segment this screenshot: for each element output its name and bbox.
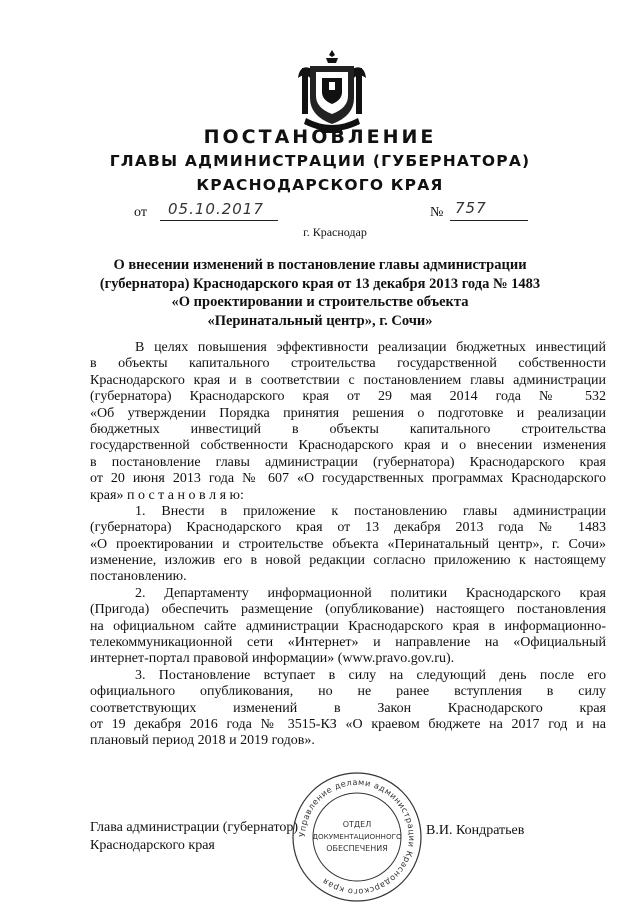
body-line: «О проектировании и строительстве объекта «Перинатальный центр», г. Сочи» (90, 536, 606, 552)
body-line: в постановление главы администрации (губернатора) Краснодарского края (90, 454, 606, 470)
title-line: «Перинатальный центр», г. Сочи» (207, 313, 433, 330)
body-line: 1. Внести в приложение к постановлению главы администрации (135, 503, 606, 519)
body-line: бюджетных инвестиций в объекты капитального строительства (90, 421, 606, 437)
number-underline (450, 220, 528, 221)
body-line: соответствующих изменений в Закон Краснодарского края (90, 700, 606, 716)
body-line: государственной собственности Краснодарского края и о внесении изменения (90, 438, 606, 454)
body-line: «Об утверждении Порядка принятия решения о подготовке и реализации (90, 405, 606, 421)
document-body (90, 340, 606, 750)
body-line: интернет-портал правовой информации» (www.pravo.gov.ru). (90, 651, 455, 667)
issuer-heading-line2: КРАСНОДАРСКОГО КРАЯ (196, 176, 444, 194)
body-line: на официальном сайте администрации Краснодарского края в информационно- (90, 618, 606, 634)
body-line: в объекты капитального строительства государственной собственности (90, 356, 606, 372)
document-date: 05.10.2017 (168, 200, 264, 218)
body-line: изменение, изложив его в новой редакции согласно приложению к настоящему (90, 553, 606, 569)
body-line: от 19 декабря 2016 года № 3515-КЗ «О краевом бюджете на 2017 год и на (90, 716, 606, 732)
body-line: (Пригода) обеспечить размещение (опубликование) настоящего постановления (90, 602, 606, 618)
signatory-name: В.И. Кондратьев (426, 823, 525, 838)
office-stamp (287, 770, 427, 905)
signatory-position-line: Глава администрации (губернатор) (90, 820, 299, 835)
signatory-position-line: Краснодарского края (90, 838, 215, 853)
date-underline (160, 220, 278, 221)
number-prefix: № (430, 205, 444, 220)
stamp-center-line: ОБЕСПЕЧЕНИЯ (326, 844, 388, 853)
issue-city: г. Краснодар (303, 225, 367, 239)
body-line: официального опубликования, но не ранее вступления в силу (90, 684, 606, 700)
body-line: Краснодарского края и в соответствии с постановлением главы администрации (90, 372, 606, 388)
signatory-position (90, 819, 298, 855)
body-line: телекоммуникационной сети «Интернет» и направление на «Официальный (90, 635, 606, 651)
coat-of-arms-emblem (296, 48, 368, 134)
body-line: В целях повышения эффективности реализации бюджетных инвестиций (135, 340, 606, 355)
title-line: «О проектировании и строительстве объекта (171, 294, 469, 311)
body-line: плановый период 2018 и 2019 годов». (90, 733, 315, 749)
body-line: 3. Постановление вступает в силу на следующий день после его (135, 667, 606, 683)
title-line: (губернатора) Краснодарского края от 13 декабря 2013 года № 1483 (99, 275, 541, 292)
document-title (60, 256, 580, 331)
stamp-center-line: ОТДЕЛ (342, 820, 372, 829)
body-line: края» п о с т а н о в л я ю: (90, 487, 244, 503)
document-number: 757 (455, 199, 487, 217)
stamp-center-line: ДОКУМЕНТАЦИОННОГО (312, 832, 402, 841)
body-line: от 20 июня 2013 года № 607 «О государственных программах Краснодарского (90, 471, 606, 487)
body-line: (губернатора) Краснодарского края от 29 мая 2014 года № 532 (90, 389, 606, 405)
body-line: 2. Департаменту информационной политики Краснодарского края (135, 585, 606, 601)
date-prefix: от (134, 205, 147, 220)
title-line: О внесении изменений в постановление главы администрации (113, 257, 527, 273)
stamp-ring-text: Управление делами администрации Краснодарского края (296, 776, 418, 898)
issuer-heading-line1: ГЛАВЫ АДМИНИСТРАЦИИ (ГУБЕРНАТОРА) (109, 152, 531, 170)
document-type-heading: ПОСТАНОВЛЕНИЕ (203, 126, 437, 148)
body-line: постановлению. (90, 569, 187, 585)
body-line: (губернатора) Краснодарского края от 13 декабря 2013 года № 1483 (90, 520, 606, 536)
